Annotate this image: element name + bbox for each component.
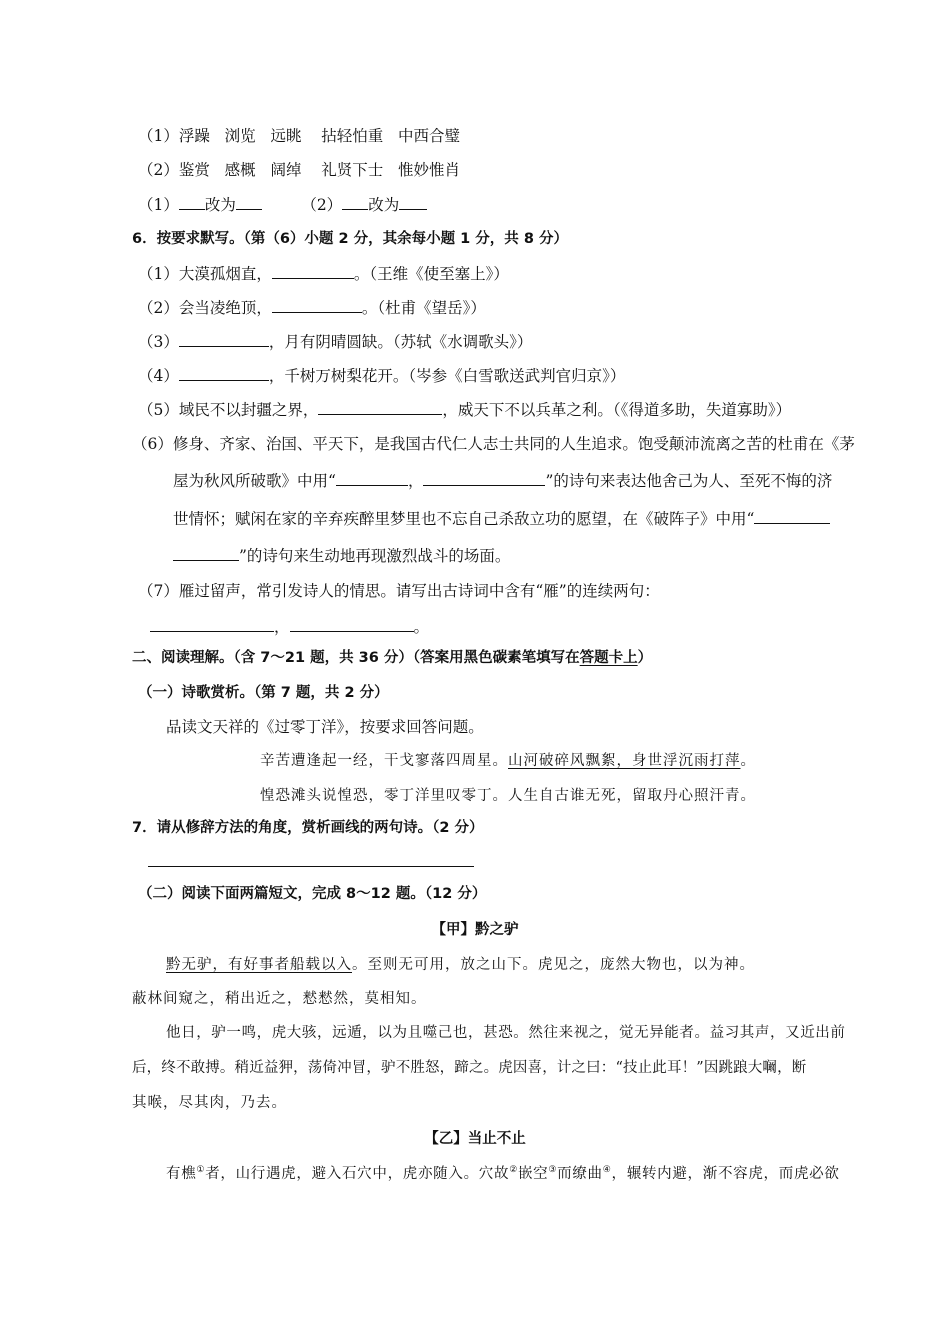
jia-title: 【甲】黔之驴: [431, 922, 519, 938]
footnote-marker: ③: [548, 1165, 558, 1176]
q6-item-2: （2）会当凌绝顶， 。（杜甫《望岳》）: [138, 299, 486, 317]
answer-blank[interactable]: [399, 194, 427, 210]
answer-blank[interactable]: [236, 194, 262, 210]
q6-item-3: （3） ，月有阴晴圆缺。（苏轼《水调歌头》）: [138, 333, 533, 351]
correction-answer-line: （1） 改为 （2） 改为: [138, 194, 427, 215]
part2-sub1: （一）诗歌赏析。（第 7 题，共 2 分）: [138, 685, 389, 701]
q6-item-7-answer: ， 。: [150, 616, 429, 637]
poem-intro: 品读文天祥的《过零丁洋》，按要求回答问题。: [166, 718, 484, 736]
q6-item-6-line1: （6）修身、齐家、治国、平天下，是我国古代仁人志士共同的人生追求。饱受颠沛流离之苦的杜甫在《茅: [132, 435, 855, 453]
answer-blank[interactable]: [150, 616, 274, 632]
q6-item-7: （7）雁过留声，常引发诗人的情思。请写出古诗词中含有“雁”的连续两句：: [138, 582, 660, 600]
poem-line-1: 辛苦遭逢起一经，干戈寥落四周星。山河破碎风飘絮，身世浮沉雨打萍。: [260, 753, 756, 769]
jia-para-2-line-3: 其喉，尽其肉，乃去。: [132, 1095, 287, 1111]
answer-blank[interactable]: [336, 470, 408, 486]
q6-item-6-line2: 屋为秋风所破歌》中用“ ， ”的诗句来表达他舍己为人、至死不悔的济: [173, 472, 833, 490]
answer-blank[interactable]: [179, 331, 269, 347]
answer-blank[interactable]: [173, 545, 239, 561]
poem-line-2: 惶恐滩头说惶恐，零丁洋里叹零丁。人生自古谁无死，留取丹心照汗青。: [260, 788, 756, 804]
part2-sub2: （二）阅读下面两篇短文，完成 8～12 题。（12 分）: [138, 886, 487, 902]
q6-item-4: （4） ，千树万树梨花开。（岑参《白雪歌送武判官归京》）: [138, 367, 626, 385]
q7-title: 7．请从修辞方法的角度，赏析画线的两句诗。（2 分）: [132, 820, 484, 836]
jia-para-2-line-2: 后，终不敢搏。稍近益狎，荡倚冲冒，驴不胜怒，蹄之。虎因喜，计之曰：“技止此耳！”因跳踉大㘎，断: [132, 1060, 807, 1076]
q6-item-6-line3: 世情怀；赋闲在家的辛弃疾醉里梦里也不忘自己杀敌立功的愿望，在《破阵子》中用“: [173, 508, 830, 529]
q6-item-6-line4: ”的诗句来生动地再现激烈战斗的场面。: [173, 545, 510, 566]
answer-blank[interactable]: [272, 297, 362, 313]
word-line-2: （2）鉴赏 感概 阔绰 礼贤下士 惟妙惟肖: [138, 161, 461, 179]
answer-blank[interactable]: [754, 508, 830, 524]
answer-blank[interactable]: [179, 194, 205, 210]
footnote-marker: ②: [509, 1165, 518, 1176]
q6-item-5: （5）域民不以封疆之界， ，威天下不以兵革之利。（《得道多助，失道寡助》）: [138, 401, 792, 419]
answer-blank[interactable]: [342, 194, 368, 210]
answer-blank[interactable]: [318, 399, 442, 415]
answer-blank[interactable]: [272, 263, 354, 279]
part2-title: 二、阅读理解。（含 7～21 题，共 36 分）（答案用黑色碳素笔填写在答题卡上）: [132, 650, 653, 666]
yi-title: 【乙】当止不止: [424, 1131, 526, 1147]
word-line-1: （1）浮躁 浏览 远眺 拈轻怕重 中西合璧: [138, 127, 461, 145]
q6-title: 6．按要求默写。（第（6）小题 2 分，其余每小题 1 分，共 8 分）: [132, 231, 568, 247]
jia-para-2-line-1: 他日，驴一鸣，虎大骇，远遁，以为且噬己也，甚恐。然往来视之，觉无异能者。益习其声，又近出前: [166, 1025, 846, 1041]
answer-blank[interactable]: [423, 470, 545, 486]
q6-item-1: （1）大漠孤烟直， 。（王维《使至塞上》）: [138, 265, 509, 283]
answer-blank[interactable]: [179, 365, 269, 381]
jia-para-1-line-1: 黔无驴，有好事者船载以入。至则无可用，放之山下。虎见之，庞然大物也，以为神。: [166, 957, 755, 973]
yi-para-1-line-1: 有樵①者，山行遇虎，避入石穴中，虎亦随入。穴故②嵌空③而缭曲④，辗转内避，渐不容虎，而虎必欲: [166, 1165, 840, 1182]
footnote-marker: ④: [602, 1165, 612, 1176]
footnote-marker: ①: [196, 1165, 206, 1176]
jia-para-1-line-2: 蔽林间窥之，稍出近之，慭慭然，莫相知。: [132, 991, 427, 1007]
answer-blank[interactable]: [290, 616, 414, 632]
q7-answer-line[interactable]: [148, 866, 474, 867]
